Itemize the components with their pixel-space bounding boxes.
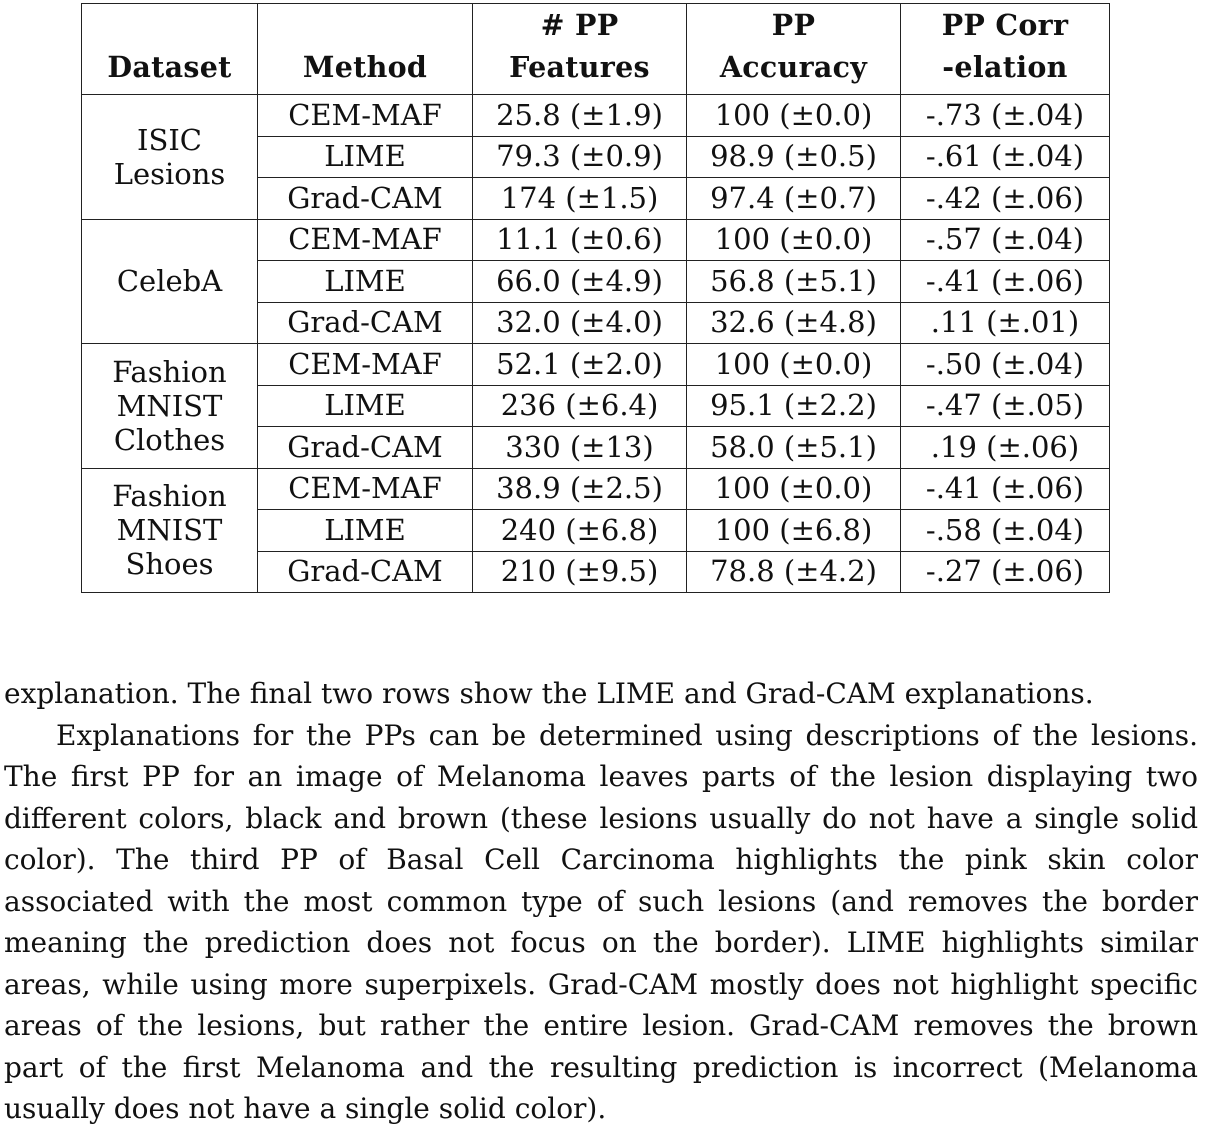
- method-cell: CEM-MAF: [258, 344, 473, 386]
- method-cell: Grad-CAM: [258, 427, 473, 469]
- correlation-cell: -.57 (±.04): [901, 219, 1110, 261]
- features-cell: 236 (±6.4): [473, 385, 687, 427]
- header-pp-accuracy: PP Accuracy: [687, 4, 901, 95]
- accuracy-cell: 98.9 (±0.5): [687, 136, 901, 178]
- accuracy-cell: 32.6 (±4.8): [687, 302, 901, 344]
- header-row: [82, 4, 1110, 95]
- dataset-cell-celeba: CelebA: [82, 219, 258, 344]
- correlation-cell: .19 (±.06): [901, 427, 1110, 469]
- features-cell: 79.3 (±0.9): [473, 136, 687, 178]
- accuracy-cell: 78.8 (±4.2): [687, 551, 901, 593]
- table-row: [82, 95, 1110, 137]
- dataset-cell-fashion-shoes: Fashion MNIST Shoes: [82, 468, 258, 593]
- table-row: [82, 468, 1110, 510]
- features-cell: 32.0 (±4.0): [473, 302, 687, 344]
- header-pp-features: # PP Features: [473, 4, 687, 95]
- accuracy-cell: 100 (±6.8): [687, 510, 901, 552]
- correlation-cell: -.61 (±.04): [901, 136, 1110, 178]
- correlation-cell: -.58 (±.04): [901, 510, 1110, 552]
- method-cell: LIME: [258, 510, 473, 552]
- features-cell: 25.8 (±1.9): [473, 95, 687, 137]
- accuracy-cell: 95.1 (±2.2): [687, 385, 901, 427]
- accuracy-cell: 100 (±0.0): [687, 219, 901, 261]
- results-table: [81, 3, 1110, 593]
- accuracy-cell: 100 (±0.0): [687, 95, 901, 137]
- dataset-cell-fashion-clothes: Fashion MNIST Clothes: [82, 344, 258, 469]
- correlation-cell: -.42 (±.06): [901, 178, 1110, 220]
- body-text: [4, 673, 1198, 1130]
- method-cell: Grad-CAM: [258, 178, 473, 220]
- method-cell: Grad-CAM: [258, 551, 473, 593]
- table-row: [82, 344, 1110, 386]
- accuracy-cell: 56.8 (±5.1): [687, 261, 901, 303]
- correlation-cell: -.50 (±.04): [901, 344, 1110, 386]
- method-cell: CEM-MAF: [258, 95, 473, 137]
- method-cell: LIME: [258, 385, 473, 427]
- method-cell: LIME: [258, 136, 473, 178]
- features-cell: 174 (±1.5): [473, 178, 687, 220]
- features-cell: 330 (±13): [473, 427, 687, 469]
- features-cell: 240 (±6.8): [473, 510, 687, 552]
- features-cell: 11.1 (±0.6): [473, 219, 687, 261]
- correlation-cell: -.41 (±.06): [901, 261, 1110, 303]
- features-cell: 52.1 (±2.0): [473, 344, 687, 386]
- correlation-cell: -.73 (±.04): [901, 95, 1110, 137]
- correlation-cell: -.47 (±.05): [901, 385, 1110, 427]
- method-cell: CEM-MAF: [258, 219, 473, 261]
- method-cell: LIME: [258, 261, 473, 303]
- correlation-cell: -.27 (±.06): [901, 551, 1110, 593]
- method-cell: Grad-CAM: [258, 302, 473, 344]
- accuracy-cell: 58.0 (±5.1): [687, 427, 901, 469]
- accuracy-cell: 100 (±0.0): [687, 344, 901, 386]
- paragraph: explanation. The final two rows show the LIME and Grad-CAM explanations.: [4, 677, 1094, 710]
- correlation-cell: -.41 (±.06): [901, 468, 1110, 510]
- accuracy-cell: 100 (±0.0): [687, 468, 901, 510]
- method-cell: CEM-MAF: [258, 468, 473, 510]
- header-dataset: Dataset: [82, 4, 258, 95]
- paragraph: Explanations for the PPs can be determined using descriptions of the lesions. The first PP for an image of Melanoma leaves parts of the lesion displaying two different colors, black and brown (these lesions usually do not have a single solid color). The third PP of Basal Cell Carcinoma highlights the pink skin color associated with the most common type of such lesions (and removes the border meaning the prediction does not focus on the border). LIME highlights similar areas, while using more superpixels. Grad-CAM mostly does not highlight specific areas of the lesions, but rather the entire lesion. Grad-CAM removes the brown part of the first Melanoma and the resulting prediction is incorrect (Melanoma usually does not have a single solid color).: [4, 718, 1198, 1125]
- header-method: Method: [258, 4, 473, 95]
- correlation-cell: .11 (±.01): [901, 302, 1110, 344]
- features-cell: 66.0 (±4.9): [473, 261, 687, 303]
- features-cell: 38.9 (±2.5): [473, 468, 687, 510]
- dataset-cell-isic: ISIC Lesions: [82, 95, 258, 220]
- accuracy-cell: 97.4 (±0.7): [687, 178, 901, 220]
- features-cell: 210 (±9.5): [473, 551, 687, 593]
- table-row: [82, 219, 1110, 261]
- header-pp-correlation: PP Corr -elation: [901, 4, 1110, 95]
